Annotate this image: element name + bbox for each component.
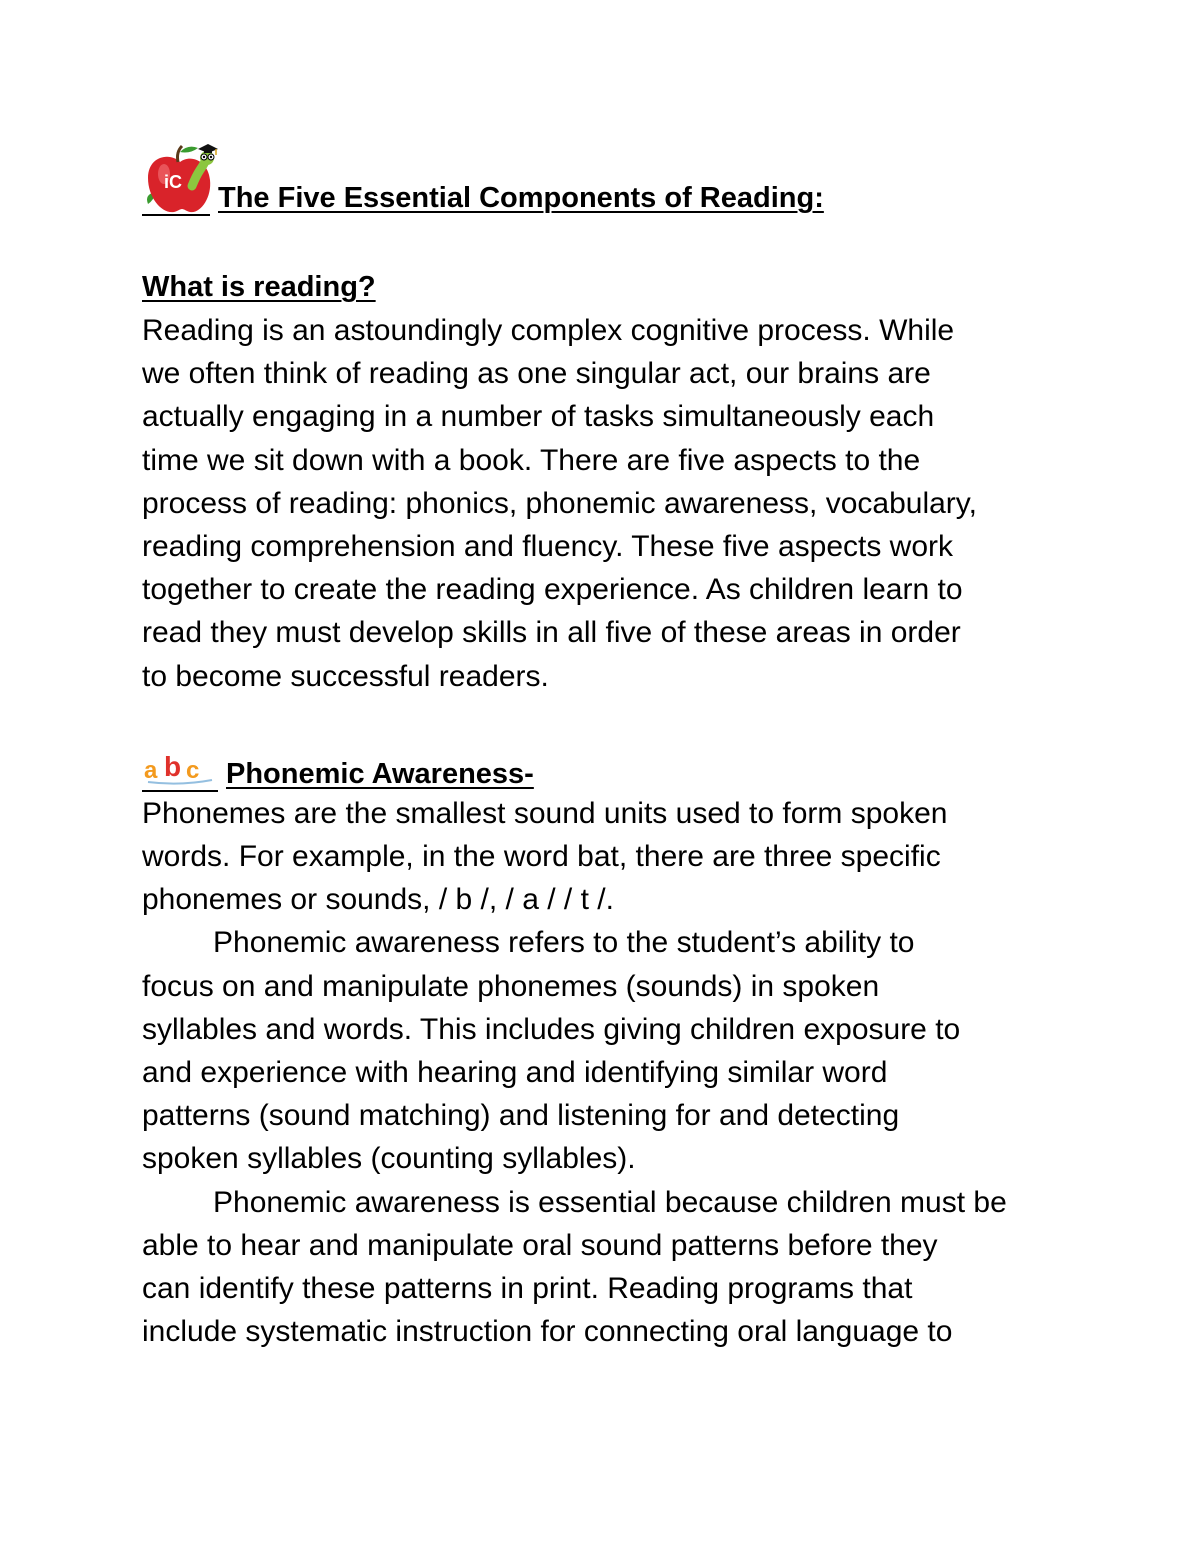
paragraph-line: process of reading: phonics, phonemic awareness, vocabulary,	[142, 486, 977, 520]
paragraph-line-indented: Phonemic awareness refers to the student’s ability to	[213, 926, 915, 960]
paragraph-line: words. For example, in the word bat, there are three specific	[142, 840, 941, 874]
title-underline-lead	[142, 142, 210, 216]
paragraph-line: together to create the reading experience. As children learn to	[142, 573, 963, 607]
paragraph-line: patterns (sound matching) and listening for and detecting	[142, 1099, 900, 1133]
apple-bookworm-icon	[142, 142, 218, 216]
document-content	[142, 140, 1102, 1353]
paragraph-line: and experience with hearing and identifying similar word	[142, 1056, 888, 1090]
paragraph-line: reading comprehension and fluency. These five aspects work	[142, 530, 954, 564]
paragraph-line: we often think of reading as one singular act, our brains are	[142, 357, 931, 391]
section-phonemic-awareness	[142, 792, 1102, 1354]
paragraph-line: to become successful readers.	[142, 659, 549, 693]
section-heading-what-is-reading: What is reading?	[142, 271, 376, 303]
svg-text:iC: iC	[164, 172, 182, 192]
paragraph-line: time we sit down with a book. There are five aspects to the	[142, 443, 921, 477]
svg-text:c: c	[186, 756, 200, 784]
section-what-is-reading	[142, 266, 1102, 698]
paragraph-line: can identify these patterns in print. Reading programs that	[142, 1272, 913, 1306]
svg-text:a: a	[144, 756, 158, 784]
document-title: The Five Essential Components of Reading:	[218, 182, 824, 214]
paragraph-line: spoken syllables (counting syllables).	[142, 1142, 636, 1176]
paragraph-line: Phonemes are the smallest sound units used to form spoken	[142, 796, 948, 830]
paragraph-line: syllables and words. This includes giving children exposure to	[142, 1012, 961, 1046]
spacer	[142, 216, 1102, 266]
title-row	[142, 140, 1102, 216]
paragraph-line-indented: Phonemic awareness is essential because children must be	[213, 1185, 1007, 1219]
paragraph-line: include systematic instruction for connecting oral language to	[142, 1315, 953, 1349]
phonemic-heading-row	[142, 740, 1102, 792]
phonemic-underline-lead	[142, 750, 218, 792]
abc-letters-icon	[144, 750, 216, 786]
paragraph-line: able to hear and manipulate oral sound patterns before they	[142, 1228, 938, 1262]
paragraph-line: focus on and manipulate phonemes (sounds) in spoken	[142, 969, 880, 1003]
paragraph-line: phonemes or sounds, / b /, / a / / t /.	[142, 883, 614, 917]
paragraph-line: read they must develop skills in all five of these areas in order	[142, 616, 961, 650]
section-heading-phonemic-awareness: Phonemic Awareness-	[226, 757, 534, 790]
paragraph-line: actually engaging in a number of tasks simultaneously each	[142, 400, 935, 434]
paragraph-line: Reading is an astoundingly complex cognitive process. While	[142, 314, 955, 347]
svg-text:b: b	[164, 750, 182, 782]
